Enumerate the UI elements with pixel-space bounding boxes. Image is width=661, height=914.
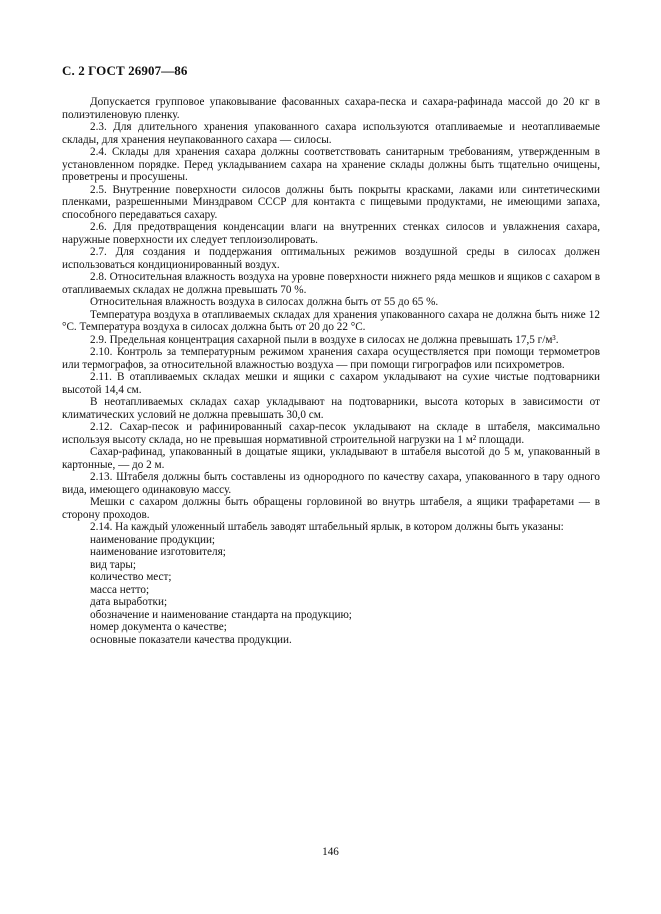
paragraph: Допускается групповое упаковывание фасованных сахара-песка и сахара-рафинада массой до 20 кг в полиэтиленовую пленку. xyxy=(62,96,600,121)
paragraph: 2.12. Сахар-песок и рафинированный сахар-песок укладывают на складе в штабеля, максимально используя высоту склада, но не превышая нормативной строительной нагрузки на 1 м² площади. xyxy=(62,421,600,446)
list-item: дата выработки; xyxy=(90,596,168,608)
paragraph: 2.6. Для предотвращения конденсации влаги на внутренних стенках силосов и увлажнения сахара, наружные поверхности их следует теплоизолировать. xyxy=(62,221,600,246)
document-body xyxy=(62,96,600,646)
paragraph: Сахар-рафинад, упакованный в дощатые ящики, укладывают в штабеля высотой до 5 м, упакованный в картонные, — до 2 м. xyxy=(62,446,600,471)
paragraph: 2.11. В отапливаемых складах мешки и ящики с сахаром укладывают на сухие чистые подтоварники высотой 14,4 см. xyxy=(62,371,600,396)
paragraph: 2.10. Контроль за температурным режимом хранения сахара осуществляется при помощи термометров или термографов, за относительной влажностью воздуха — при помощи гигрографов или психрометров. xyxy=(62,346,600,371)
paragraph: Относительная влажность воздуха в силосах должна быть от 55 до 65 %. xyxy=(90,296,439,308)
list-item: номер документа о качестве; xyxy=(90,621,227,633)
list-item: наименование продукции; xyxy=(90,533,216,546)
paragraph: 2.8. Относительная влажность воздуха на уровне поверхности нижнего ряда мешков и ящиков с сахаром в отапливаемых складах не должна превышать 70 %. xyxy=(62,271,600,296)
paragraph: 2.7. Для создания и поддержания оптимальных режимов воздушной среды в силосах должен использоваться кондиционированный воздух. xyxy=(62,246,600,271)
list-item: наименование изготовителя; xyxy=(90,546,226,558)
list-item: обозначение и наименование стандарта на продукцию; xyxy=(90,608,352,621)
page-number: 146 xyxy=(322,846,339,858)
paragraph: Мешки с сахаром должны быть обращены горловиной во внутрь штабеля, а ящики трафаретами — в сторону проходов. xyxy=(62,496,600,521)
page-header: С. 2 ГОСТ 26907—86 xyxy=(62,63,188,78)
list-item: масса нетто; xyxy=(90,583,150,596)
paragraph: 2.3. Для длительного хранения упакованного сахара используются отапливаемые и неотапливаемые склады, для хранения неупакованного сахара — силосы. xyxy=(62,121,600,146)
paragraph: 2.9. Предельная концентрация сахарной пыли в воздухе в силосах не должна превышать 17,5 г/м³. xyxy=(90,333,559,346)
list-item: вид тары; xyxy=(90,558,136,571)
paragraph: 2.5. Внутренние поверхности силосов должны быть покрыты красками, лаками или синтетическими пленками, разрешенными Минздравом СССР для контакта с пищевыми продуктами, не имеющими запаха, способного передаваться сахару. xyxy=(62,183,600,221)
paragraph: 2.4. Склады для хранения сахара должны соответствовать санитарным требованиям, утвержденным в установленном порядке. Перед укладыванием сахара на хранение склады должны быть тщательно очищены, проветрены и просушены. xyxy=(62,146,600,183)
paragraph: Температура воздуха в отапливаемых складах для хранения упакованного сахара не должна быть ниже 12 °С. Температура воздуха в силосах должна быть от 20 до 22 °С. xyxy=(62,308,600,333)
paragraph: 2.13. Штабеля должны быть составлены из однородного по качеству сахара, упакованного в тару одного вида, имеющего одинаковую массу. xyxy=(62,471,600,496)
list-item: количество мест; xyxy=(90,571,172,583)
list-item: основные показатели качества продукции. xyxy=(90,633,292,646)
paragraph: 2.14. На каждый уложенный штабель заводят штабельный ярлык, в котором должны быть указаны: xyxy=(90,521,564,533)
paragraph: В неотапливаемых складах сахар укладывают на подтоварники, высота которых в зависимости от климатических условий не должна превышать 30,0 см. xyxy=(62,396,600,421)
